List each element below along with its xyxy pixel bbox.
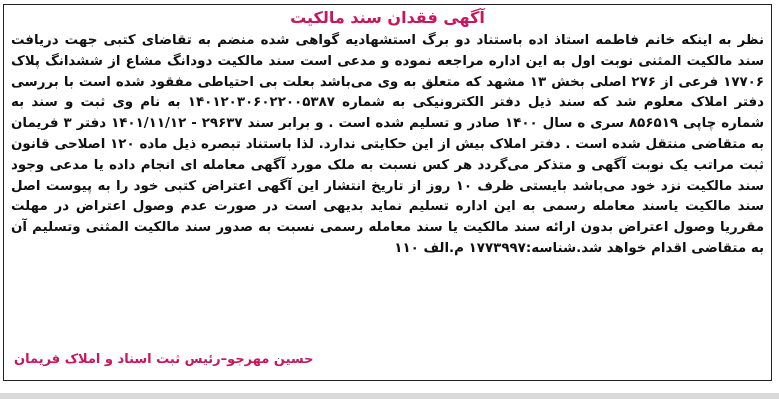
notice-box [3,4,772,381]
notice-title: آگهی فقدان سند مالکیت [290,8,485,27]
notice-body: نظر به اینکه خانم فاطمه استاذ اده باستناد دو برگ استشهادیه گواهی شده منضم به تقاضای کتبی جهت دریافت سند مالکیت المثنی نوبت اول به این اداره مراجعه نموده و مدعی است سند مالکیت دودانگ مشاع از ششدانگ پلاک ۱۷۷۰۶ فرعی از ۲۷۶ اصلی بخش ۱۳ مشهد که متعلق به وی می‌باشد بعلت بی احتیاطی مفقود شده است با بررسی دفتر املاک معلوم شد که سند ذیل دفتر الکترونیکی به شماره ۱۴۰۱۲۰۳۰۶۰۲۲۰۰۵۳۸۷ به نام وی ثبت و سند به شماره چاپی ۸۵۶۵۱۹ سری ه سال ۱۴۰۰ صادر و تسلیم شده است . و برابر سند ۲۹۶۳۷ - ۱۴۰۱/۱۱/۱۲ دفتر ۳ فریمان به متقاضی منتقل شده است . دفتر املاک بیش از این حکایتی ندارد. لذا باستناد تبصره ذیل ماده ۱۲۰ اصلاحی قانون ثبت مراتب یک نوبت آگهی و متذکر می‌گردد هر کس نسبت به ملک مورد آگهی معامله ای انجام داده یا مدعی وجود سند مالکیت نزد خود می‌باشد بایستی ظرف ۱۰ روز از تاریخ انتشار این آگهی اعتراض کتبی خود را به پیوست اصل سند مالکیت یاسند معامله رسمی به این اداره تسلیم نماید بدیهی است در صورت عدم وصول اعتراض در مهلت مقرریا وصول اعتراض بدون ارائه سند مالکیت یا سند معامله رسمی نسبت به صدور سند مالکیت المثنی وتسلیم آن به متقاضی اقدام خواهد شد.شناسه:۱۷۷۳۹۹۷ م.الف ۱۱۰ [11,33,765,256]
page-divider [0,393,779,399]
signature: حسین مهرجو–رئیس ثبت اسناد و املاک فریمان [14,352,314,367]
